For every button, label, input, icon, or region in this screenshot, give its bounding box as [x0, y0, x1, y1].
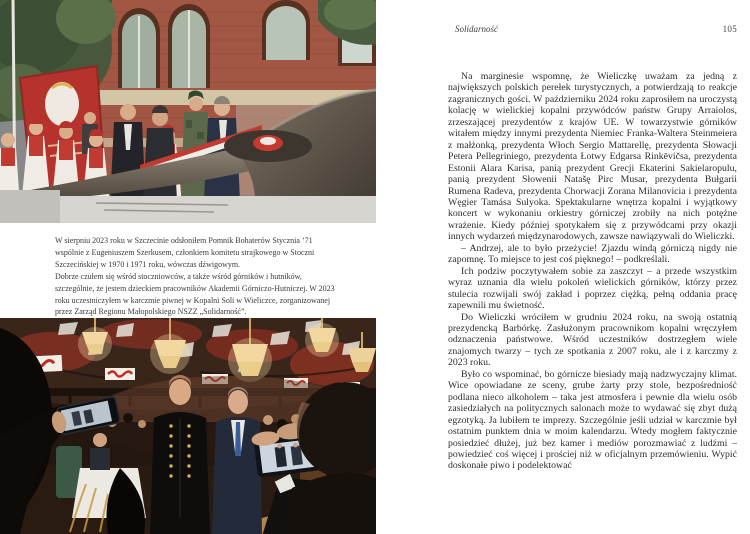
paragraph: Na marginesie wspomnę, że Wieliczkę uważam za jedną z największych polskich perełek turystycznych, a potwierdzają to reakcje zagranicznych gości. W październiku 2024 roku zaprosiłem na uroczystą kolację w wielickiej kopalni przywódców państw Grupy Arraiolos, zrzeszającej prezydentów z krajów UE. W towarzystwie górników witałem między innymi prezydenta Niemiec Franka-Waltera Steinmeiera z małżonką, prezydenta Włoch Sergio Mattarellę, prezydenta Słowacji Petera Pellegriniego, prezydenta Łotwy Edgarsa Rinkēvičsa, prezydenta Estonii Alara Karisa, panią prezydent Grecji Ekaterini Sakielaropulu, panią prezydent Słowenii Natašę Pirc Musar, prezydenta Bułgarii Rumena Radeva, prezydenta Chorwacji Zorana Milanovicia i prezydenta Węgier Tamása Sulyoka. Spektakularne wnętrza kopalni i wyjątkowy koncert w wykonaniu orkiestry górniczej zrobiły na nich potężne wrażenie. Kiedy później spotykałem się z przywódcami przy okazji innych wydarzeń międzynarodowych, zawsze nawiązywali do Wieliczki. [448, 71, 737, 243]
salt-mine-illustration [0, 318, 376, 534]
photo-monument-unveiling [0, 0, 376, 223]
running-title: Solidarność [455, 24, 499, 34]
body-text [448, 71, 737, 472]
paragraph: Do Wieliczki wróciłem w grudniu 2024 roku, na swoją ostatnią prezydencką Barbórkę. Zasłużonym pracownikom kopalni wręczyłem odznaczenia państwowe. Wśród uczestników dostrzegłem wiele znajomych twarzy – tych ze spotkania z 2007 roku, ale i z karczmy z 2023 roku. [448, 311, 737, 369]
paragraph: – Andrzej, ale to było przeżycie! Zjazdu windą górniczą nigdy nie zapomnę. To miejsce to jest coś pięknego! – podkreślali. [448, 242, 737, 266]
photo-salt-mine-banquet [0, 318, 376, 534]
page-number: 105 [722, 24, 737, 34]
paragraph: Ich podziw poczytywałem sobie za zaszczyt – a przede wszystkim wyraz uznania dla wielu pokoleń wielickich górników, którzy przez stulecia rozwijali swój zakład i poprzez ciężką, pełną oddania pracę zapewnili mu świetność. [448, 265, 737, 312]
right-page [375, 0, 750, 534]
blue-tie [235, 422, 241, 456]
running-head [455, 24, 737, 38]
caption-salt-mine: Dobrze czułem się wśród stoczniowców, a także wśród górników i hutników, szczególnie, że jestem dzieckiem pracowników Akademii Górniczo-Hutniczej. W 2023 roku uczestniczyłem w karczmie piwnej w Kopalni Soli w Wieliczce, zorganizowanej przez Zarząd Regionu Małopolskiego NSZZ „Solidarność”. [55, 272, 335, 317]
paragraph: Było co wspominać, bo górnicze biesiady mają nadzwyczajny klimat. Wice opowiadane ze sceny, grube żarty przy stole, bezpośredniość podlana nieco alkoholem – taka jest atmosfera i pewnie dla wielu osób zasiedziałych na politycznych salonach może to wydawać się zbyt dużą egzotyką. Ja lubiłem te imprezy. Szczególnie jeśli udział w karczmie był ostatnim punktem dnia w moim kalendarzu. Wtedy mogłem faktycznie posiedzieć dłużej, już bez kamer i mediów porozmawiać z ludźmi – powiedzieć coś więcej i prościej niż w oficjalnym przemówieniu. Wypić doskonałe piwo i podelektować [448, 368, 737, 472]
monument-unveiling-illustration [0, 0, 376, 223]
caption-monument: W sierpniu 2023 roku w Szczecinie odsłoniłem Pomnik Bohaterów Stycznia ’71 wspólnie z Eugeniuszem Szerkusem, członkiem komitetu strajkowego w Stoczni Szczecińskiej w 1970 i 1971 roku, wówczas dźwigowym. [55, 236, 315, 269]
white-eagle-emblem [45, 82, 79, 126]
